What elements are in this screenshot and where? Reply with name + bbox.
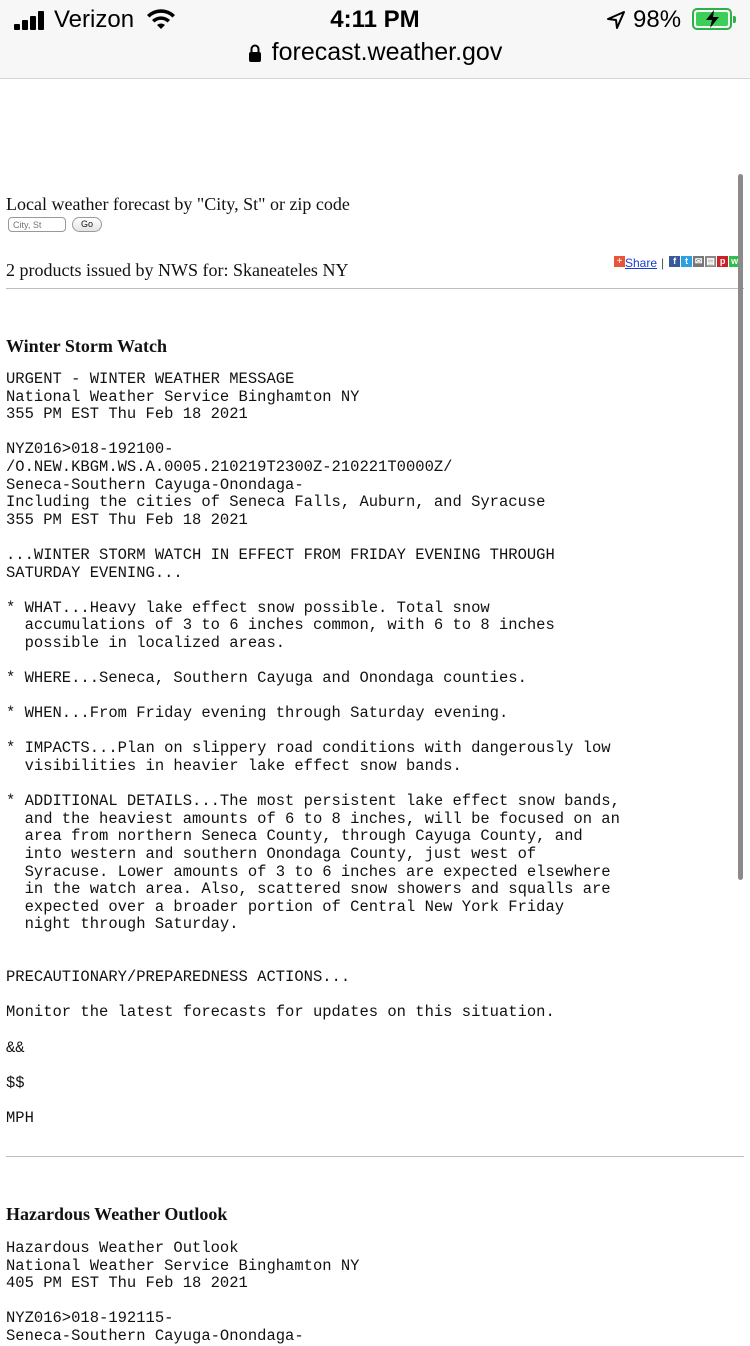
carrier-name: Verizon: [54, 6, 135, 33]
url-text: forecast.weather.gov: [271, 38, 503, 66]
product-body-hazardous-weather-outlook: Hazardous Weather Outlook National Weather Service Binghamton NY 405 PM EST Thu Feb 18 2021 NYZ016>018-192115- Seneca-Southern Cayuga-Onondaga-: [6, 1239, 360, 1345]
product-title-winter-storm-watch: Winter Storm Watch: [6, 336, 167, 356]
go-button[interactable]: Go: [72, 217, 102, 232]
share-separator: |: [661, 256, 665, 270]
address-bar[interactable]: [0, 38, 750, 67]
battery-charging-icon: [692, 8, 732, 30]
facebook-icon[interactable]: f: [669, 256, 680, 267]
products-header: 2 products issued by NWS for: Skaneateles NY: [6, 260, 349, 280]
search-label: Local weather forecast by "City, St" or zip code: [6, 194, 350, 214]
product-title-hazardous-weather-outlook: Hazardous Weather Outlook: [6, 1204, 228, 1224]
twitter-icon[interactable]: t: [681, 256, 692, 267]
location-arrow-icon: [606, 10, 626, 30]
share-bar: [614, 256, 740, 270]
divider: [6, 1156, 744, 1157]
clock-time: 4:11 PM: [330, 6, 420, 33]
divider: [6, 288, 744, 289]
plus-icon[interactable]: +: [614, 256, 625, 267]
battery-percent: 98%: [633, 6, 682, 33]
lock-icon: [248, 44, 262, 62]
city-search-input[interactable]: [8, 217, 66, 232]
status-bar: [0, 0, 750, 79]
email-icon[interactable]: ✉: [694, 256, 703, 266]
whatsapp-icon[interactable]: w: [731, 256, 739, 266]
pinterest-icon[interactable]: p: [717, 256, 728, 267]
scrollbar[interactable]: [738, 174, 743, 880]
product-body-winter-storm-watch: URGENT - WINTER WEATHER MESSAGE National Weather Service Binghamton NY 355 PM EST Thu Feb 18 2021 NYZ016>018-192100- /O.NEW.KBGM.WS.A.0005.210219T2300Z-210221T0000Z/ Seneca-Southern Cayuga-Onondaga- Including the cities of Seneca Falls, Auburn, and Syracuse 355 PM EST Thu Feb 18 2021 ...WINTER STORM WATCH IN EFFECT FROM FRIDAY EVENING THROUGH SATURDAY EVENING... * WHAT...Heavy lake effect snow possible. Total snow accumulations of 3 to 6 inches common, with 6 to 8 inches possible in localized areas. * WHERE...Seneca, Southern Cayuga and Onondaga counties. * WHEN...From Friday evening through Saturday evening. * IMPACTS...Plan on slippery road conditions with dangerously low visibilities in heavier lake effect snow bands. * ADDITIONAL DETAILS...The most persistent lake effect snow bands, and the heaviest amounts of 6 to 8 inches, will be focused on an area from northern Seneca County, through Cayuga County, and into western and southern Onondaga County, just west of Syracuse. Lower amounts of 3 to 6 inches are expected elsewhere in the watch area. Also, scattered snow showers and squalls are expected over a broader portion of Central New York Friday night through Saturday. PRECAUTIONARY/PREPAREDNESS ACTIONS... Monitor the latest forecasts for updates on this situation. && $$ MPH: [6, 370, 620, 1127]
share-link[interactable]: Share: [625, 256, 658, 270]
print-icon[interactable]: ▤: [706, 256, 715, 266]
